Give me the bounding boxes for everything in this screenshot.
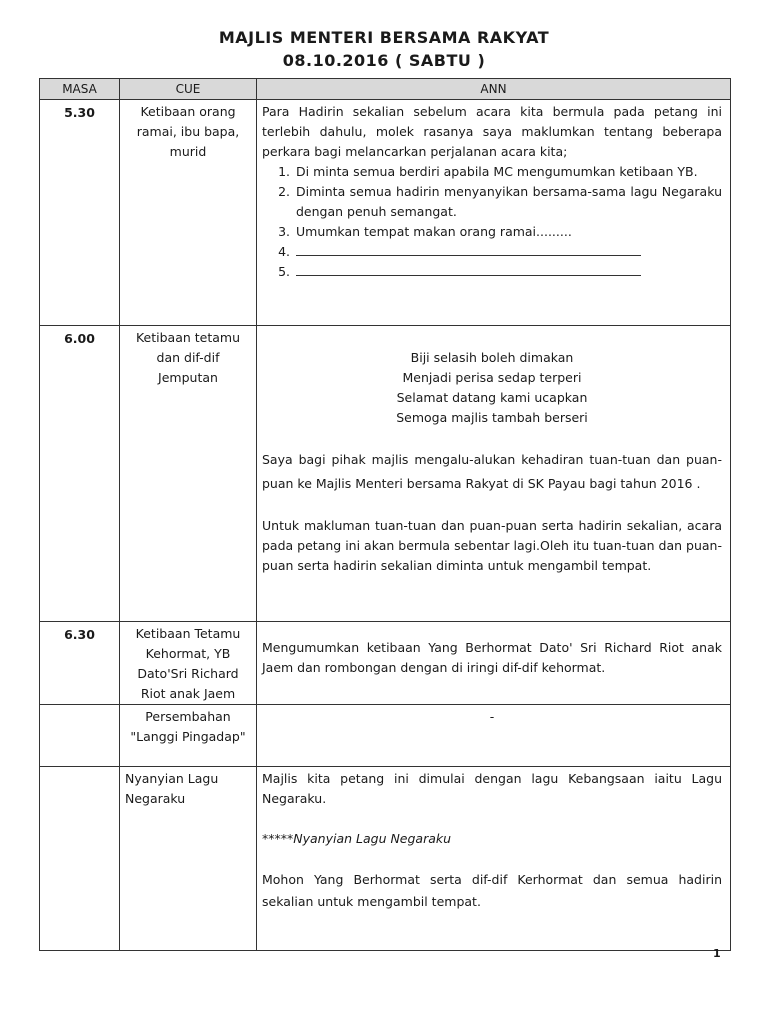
page-number: 1 bbox=[713, 947, 721, 960]
cue-cell: Ketibaan orang ramai, ibu bapa, murid bbox=[120, 100, 257, 326]
ann-intro: Para Hadirin sekalian sebelum acara kita bermula pada petang ini terlebih dahulu, molek rasanya saya maklumkan tentang beberapa perkara bagi melancarkan perjalanan acara kita; bbox=[262, 104, 722, 159]
ann-cell: - bbox=[257, 705, 731, 767]
instruction-list bbox=[262, 162, 722, 282]
list-item: 2. Diminta semua hadirin menyanyikan bersama-sama lagu Negaraku dengan penuh semangat. bbox=[294, 182, 722, 222]
cue-cell: Nyanyian Lagu Negaraku bbox=[120, 767, 257, 951]
table-row bbox=[40, 326, 731, 622]
cue-cell: Ketibaan tetamu dan dif-dif Jemputan bbox=[120, 326, 257, 622]
masa-cell bbox=[40, 705, 120, 767]
arrival-announcement: Mengumumkan ketibaan Yang Berhormat Dato' Sri Richard Riot anak Jaem dan rombongan dengan di iringi dif-dif kehormat. bbox=[262, 640, 722, 675]
document-date: 08.10.2016 ( SABTU ) bbox=[282, 51, 486, 70]
header-cue: CUE bbox=[120, 79, 257, 100]
masa-cell: 6.30 bbox=[40, 622, 120, 705]
table-row bbox=[40, 705, 731, 767]
masa-cell bbox=[40, 767, 120, 951]
ann-cell bbox=[257, 622, 731, 705]
list-item-blank bbox=[294, 242, 722, 262]
ann-cell bbox=[257, 767, 731, 951]
masa-cell: 6.00 bbox=[40, 326, 120, 622]
pantun-line: Menjadi perisa sedap terperi bbox=[402, 370, 582, 385]
table-row bbox=[40, 100, 731, 326]
table-row bbox=[40, 622, 731, 705]
welcome-paragraph: Saya bagi pihak majlis mengalu-alukan kehadiran tuan-tuan dan puan-puan ke Majlis Menteri bersama Rakyat di SK Payau bagi tahun 2016 . bbox=[262, 452, 722, 491]
cue-cell: Ketibaan Tetamu Kehormat, YB Dato'Sri Richard Riot anak Jaem bbox=[120, 622, 257, 705]
anthem-cue: *****Nyanyian Lagu Negaraku bbox=[262, 831, 452, 846]
document-title: MAJLIS MENTERI BERSAMA RAKYAT bbox=[218, 28, 550, 47]
seating-request: Mohon Yang Berhormat serta dif-dif Kerhormat dan semua hadirin sekalian untuk mengambil tempat. bbox=[262, 872, 722, 909]
list-item: 1. Di minta semua berdiri apabila MC mengumumkan ketibaan YB. bbox=[294, 162, 722, 182]
header-masa: MASA bbox=[40, 79, 120, 100]
agenda-table bbox=[39, 78, 731, 951]
pantun-line: Biji selasih boleh dimakan bbox=[410, 350, 574, 365]
table-row bbox=[40, 767, 731, 951]
header-row bbox=[40, 79, 731, 100]
list-item: 3. Umumkan tempat makan orang ramai......... bbox=[294, 222, 722, 242]
ann-cell bbox=[257, 326, 731, 622]
header-ann: ANN bbox=[257, 79, 731, 100]
masa-cell: 5.30 bbox=[40, 100, 120, 326]
list-item-blank bbox=[294, 262, 722, 282]
pantun-line: Selamat datang kami ucapkan bbox=[396, 390, 588, 405]
info-paragraph: Untuk makluman tuan-tuan dan puan-puan serta hadirin sekalian, acara pada petang ini akan bermula sebentar lagi.Oleh itu tuan-tuan dan puan-puan serta hadirin sekalian diminta untuk mengambil tempat. bbox=[262, 518, 722, 573]
pantun bbox=[262, 348, 722, 428]
anthem-intro: Majlis kita petang ini dimulai dengan lagu Kebangsaan iaitu Lagu Negaraku. bbox=[262, 771, 722, 806]
pantun-line: Semoga majlis tambah berseri bbox=[396, 410, 588, 425]
ann-cell bbox=[257, 100, 731, 326]
cue-cell: Persembahan "Langgi Pingadap" bbox=[120, 705, 257, 767]
